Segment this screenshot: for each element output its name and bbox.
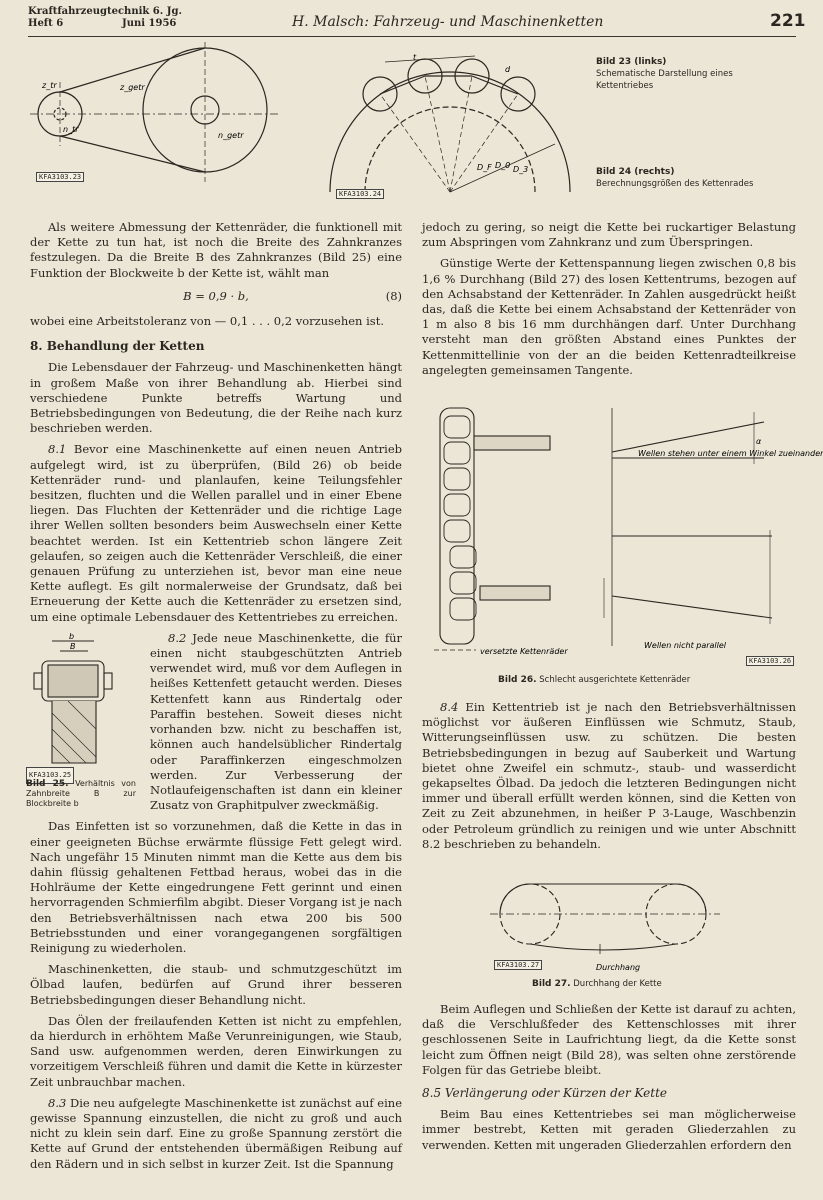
figure-24-caption (596, 166, 786, 190)
label-sag: Durchhang (596, 963, 641, 972)
label-b: b (69, 631, 75, 641)
figure-23-text: Schematische Darstellung eines Kettentriebes (596, 69, 733, 91)
paragraph: Als weitere Abmessung der Kettenräder, die funktionell mit der Kette zu tun hat, ist noch die Breite des Zahnkranzes festzulegen. Da die Breite B des Zahnkranzes (Bild 25) eine Funktion der Blockweite b der Kette ist, wählt man (30, 220, 402, 280)
section-8-1 (30, 442, 402, 624)
section-text: Bevor eine Maschinenkette auf einen neuen Antrieb aufgelegt wird, ist zu überprüfen, (Bild 26) ob beide Kettenräder rund- und planlaufen, keine Teilungsfehler besitzen, fluchten und die Wellen parallel und in einer Ebene liegen. Das Fluchten der Kettenräder und die richtige Lage ihrer Wellen sollten besonders beim Auswechseln einer Kette beachtet werden. Ist ein Kettentrieb schon längere Zeit gelaufen, so zeigen auch die Kettenräder Verschleiß, die einer genauen Prüfung zu unterziehen ist, bevor man eine neue Kette auflegt. Es gilt normalerweise der Grundsatz, daß bei Erneuerung der Kette auch die Kettenräder zu ersetzen sind, um eine optimale Lebensdauer des Kettentriebes zu erreichen. (30, 442, 403, 624)
figure-27-code: KFA3103.27 (494, 960, 542, 970)
journal-issue: Heft 6 (28, 18, 64, 29)
section-number: 8.4 (440, 700, 459, 714)
section-number: 8.1 (48, 442, 67, 457)
label-d3: D_3 (513, 165, 529, 174)
figure-25 (12, 631, 142, 808)
label-B: B (70, 641, 76, 651)
figure-24-text: Berechnungsgrößen des Kettenrades (596, 179, 754, 189)
journal-name: Kraftfahrzeugtechnik 6. Jg. (28, 6, 182, 17)
figure-26-misaligned-sprockets (424, 398, 823, 660)
figure-23-chain-drive (30, 42, 300, 192)
right-column-bottom (422, 1002, 796, 1159)
label-not-parallel: Wellen nicht parallel (644, 641, 727, 650)
journal-date: Juni 1956 (122, 18, 177, 29)
label-offset-sprockets: versetzte Kettenräder (480, 647, 568, 656)
right-column-top (422, 220, 796, 384)
label-t: t (413, 53, 417, 62)
page-number: 221 (770, 11, 806, 31)
figure-23-title: Bild 23 (links) (596, 57, 667, 67)
paragraph: jedoch zu gering, so neigt die Kette bei ruckartiger Belastung zum Abspringen vom Zahnkranz und zum Überspringen. (422, 220, 796, 250)
figure-24-sprocket-geometry (325, 44, 575, 194)
formula-number: (8) (385, 288, 402, 303)
figure-24-code: KFA3103.24 (336, 189, 384, 199)
section-8-4 (422, 700, 796, 852)
figure-25-text: Verhältnis von Zahnbreite B zur Blockbreite b (26, 778, 136, 808)
paragraph: Maschinenketten, die staub- und schmutzgeschützt im Ölbad laufen, bedürfen auf Grund ihrer besseren Betriebsbedingungen dieser Behandlung nicht. (30, 962, 402, 1007)
label-n-getr: n_getr (218, 131, 244, 140)
label-n-tr: n_tr (63, 125, 79, 134)
section-8-3 (30, 1096, 402, 1172)
label-angle-shafts: Wellen stehen unter einem Winkel zueinander (638, 449, 823, 458)
label-df: D_F (477, 163, 492, 172)
paragraph: Das Ölen der freilaufenden Ketten ist nicht zu empfehlen, da hierdurch in erhöhtem Maße Verunreinigungen, wie Staub, Sand usw. aufgenommen werden, deren Einwirkungen zu vorzeitigem Verschleiß führen und damit die Kette in kürzester Zeit unbrauchbar machen. (30, 1013, 402, 1089)
figure-23-code: KFA3103.23 (36, 172, 84, 182)
formula-text: B = 0,9 · b, (183, 288, 249, 303)
left-column (26, 220, 403, 1178)
label-d: d (505, 65, 511, 74)
chain-strand (440, 408, 474, 644)
paragraph: Das Einfetten ist so vorzunehmen, daß die Kette in das in einer geeigneten Büchse erwärmte flüssige Fett gelegt wird. Nach ungefähr 15 Minuten nimmt man die Kette aus dem bis dahin flüssig gehaltenen Fettbad heraus, wobei das in die Hohlräume der Kette eingedrungene Fett gerinnt und einen hervorragenden Schmierfilm abgibt. Dieser Vorgang ist je nach den Betriebsverhältnissen nach etwa 200 bis 500 Betriebsstunden und einer vorangegangenen sorgfältigen Reinigung zu wiederholen. (30, 819, 402, 955)
figure-25-drawing (12, 633, 142, 773)
figure-23-caption (596, 56, 786, 92)
section-number: 8.3 (48, 1095, 67, 1110)
figure-27-chain-sag (490, 872, 730, 972)
paragraph: Die Lebensdauer der Fahrzeug- und Maschinenketten hängt in großem Maße von ihrer Behandlung ab. Hierbei sind verschiedene Punkte betreffs Wartung und Betriebsbedingungen von Bedeutung, die der Reihe nach kurz beschrieben werden. (30, 360, 402, 436)
figure-26-title: Bild 26. (498, 675, 537, 685)
paragraph: Beim Auflegen und Schließen der Kette ist darauf zu achten, daß die Verschlußfeder des Kettenschlosses mit ihrer geschlossenen Seite in Laufrichtung liegt, da die Kette sonst leicht zum Öffnen neigt (Bild 28), was selten ohne zerstörende Folgen für das Getriebe bleibt. (422, 1002, 796, 1077)
article-title: H. Malsch: Fahrzeug- und Maschinenketten (292, 14, 604, 30)
label-alpha: α (756, 437, 762, 446)
section-text: Jede neue Maschinenkette, die für einen nicht staubgeschützten Antrieb verwendet wird, muß vor dem Auflegen in heißes Kettenfett getaucht werden. Dieses Kettenfett kann aus Rindertalg oder Paraffin bestehen. Soweit dieses nicht vorhanden bzw. nicht zu beschaffen ist, können auch handelsüblicher Rindertalg oder Paraffinkerzen eingeschmolzen werden. Zur Verbesserung der Notlaufeigenschaften ist dann ein kleiner Zusatz von Graphitpulver zweckmäßig. (150, 630, 402, 813)
formula-8 (30, 289, 402, 304)
section-text: Ein Kettentrieb ist je nach den Betriebsverhältnissen möglichst vor äußeren Einflüssen wie Schmutz, Staub, Witterungseinflüssen usw. zu schützen. Die besten Betriebsbedingungen in bezug auf Sauberkeit und Wartung bietet ohne Zweifel ein schmutz-, staub- und wasserdicht gekapseltes Ölbad. Da jedoch die letzteren Bedingungen nicht immer und überall erfüllt werden können, sind die Ketten von Zeit zu Zeit abzunehmen, in heißer P 3-Lauge, Waschbenzin oder Petroleum gründlich zu reinigen und wie unter Abschnitt 8.2 beschrieben zu behandeln. (422, 700, 796, 851)
figure-25-caption (26, 779, 136, 809)
label-z-getr: z_getr (120, 83, 145, 92)
label-d0: D_0 (495, 161, 511, 170)
figure-27-text: Durchhang der Kette (573, 979, 662, 989)
figure-25-code: KFA3103.25 (26, 767, 74, 784)
figure-27-caption (532, 978, 662, 990)
figure-26-code: KFA3103.26 (746, 656, 794, 666)
figure-25-title: Bild 25. (26, 778, 69, 789)
section-heading-8-5: 8.5 Verlängerung oder Kürzen der Kette (422, 1086, 668, 1101)
figure-27-title: Bild 27. (532, 979, 571, 989)
paragraph: wobei eine Arbeitstoleranz von — 0,1 . . . 0,2 vorzusehen ist. (30, 314, 384, 329)
paragraph: Günstige Werte der Kettenspannung liegen zwischen 0,8 bis 1,6 % Durchhang (Bild 27) des losen Kettentrums, bezogen auf den Achsabstand der Kettenräder. In Zahlen ausgedrückt heißt das, daß die Kette bei einem Achsabstand der Kettenräder von 1 m also 8 bis 16 mm durchhängen darf. Unter Durchhang versteht man den größten Abstand eines Punktes der Kettenmittellinie von der an die beiden Kettenradteilkreise angelegten gemeinsamen Tangente. (422, 256, 796, 377)
figure-26-text: Schlecht ausgerichtete Kettenräder (539, 675, 691, 685)
section-text: Die neu aufgelegte Maschinenkette ist zunächst auf eine gewisse Spannung einzustellen, die nicht zu groß und auch nicht zu klein sein darf. Eine zu große Spannung zerstört die Kette auf Grund der entstehenden übermäßigen Reibung auf den Rädern und in sich selbst in kurzer Zeit. Ist die Spannung (30, 1095, 403, 1171)
figure-24-title: Bild 24 (rechts) (596, 167, 675, 177)
header-rule (28, 36, 796, 37)
section-number: 8.2 (168, 630, 187, 645)
label-z-tr: z_tr (42, 81, 57, 90)
section-heading-8: 8. Behandlung der Ketten (30, 339, 205, 354)
figure-26-caption (498, 674, 690, 686)
right-column-mid (422, 700, 796, 858)
paragraph: Beim Bau eines Kettentriebes sei man möglicherweise immer bestrebt, Ketten mit geraden Gliederzahlen zu verwenden. Ketten mit ungeraden Gliederzahlen erfordern den (422, 1107, 796, 1152)
